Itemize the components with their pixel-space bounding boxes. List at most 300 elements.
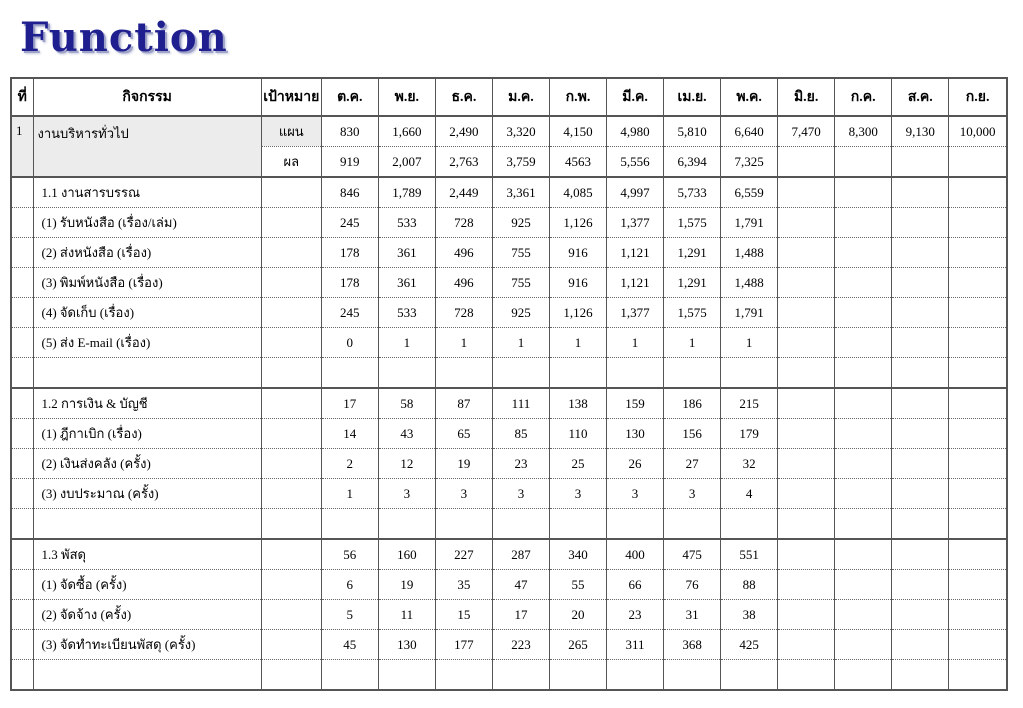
month-value <box>549 660 606 691</box>
month-value <box>435 509 492 540</box>
month-value <box>835 479 892 509</box>
month-value: 3 <box>664 479 721 509</box>
month-value: 178 <box>321 268 378 298</box>
activity-label: (3) พิมพ์หนังสือ (เรื่อง) <box>33 268 261 298</box>
month-value <box>778 449 835 479</box>
month-value <box>949 509 1007 540</box>
month-value <box>778 539 835 570</box>
month-value: 925 <box>492 208 549 238</box>
target-cell <box>261 660 321 691</box>
header-cell: พ.ย. <box>378 78 435 116</box>
month-value <box>664 660 721 691</box>
activity-label: (3) งบประมาณ (ครั้ง) <box>33 479 261 509</box>
month-value <box>892 660 949 691</box>
month-value <box>778 660 835 691</box>
month-value: 110 <box>549 419 606 449</box>
month-value: 728 <box>435 298 492 328</box>
target-cell <box>261 539 321 570</box>
month-value <box>835 298 892 328</box>
month-value: 12 <box>378 449 435 479</box>
month-value <box>549 358 606 389</box>
month-value: 1,789 <box>378 177 435 208</box>
month-value <box>378 660 435 691</box>
activity-label: (1) รับหนังสือ (เรื่อง/เล่ม) <box>33 208 261 238</box>
month-value <box>892 298 949 328</box>
table-header-row <box>11 78 1007 116</box>
month-value <box>835 539 892 570</box>
month-value: 0 <box>321 328 378 358</box>
month-value: 19 <box>378 570 435 600</box>
item-row <box>11 298 1007 328</box>
month-value: 23 <box>607 600 664 630</box>
plan-row <box>11 116 1007 147</box>
month-value: 223 <box>492 630 549 660</box>
month-value: 45 <box>321 630 378 660</box>
month-value <box>892 539 949 570</box>
month-value: 32 <box>721 449 778 479</box>
row-number <box>11 570 33 600</box>
row-number: 1 <box>11 116 33 177</box>
month-value <box>778 177 835 208</box>
month-value: 2 <box>321 449 378 479</box>
item-row <box>11 479 1007 509</box>
target-cell <box>261 238 321 268</box>
result-value: 919 <box>321 147 378 178</box>
month-value <box>778 600 835 630</box>
row-number <box>11 479 33 509</box>
month-value <box>835 660 892 691</box>
month-value <box>892 600 949 630</box>
month-value: 361 <box>378 268 435 298</box>
month-value: 1,126 <box>549 208 606 238</box>
month-value: 1,575 <box>664 208 721 238</box>
main-activity: งานบริหารทั่วไป <box>33 116 261 177</box>
section-row <box>11 388 1007 419</box>
month-value: 19 <box>435 449 492 479</box>
month-value: 1,488 <box>721 238 778 268</box>
month-value: 177 <box>435 630 492 660</box>
result-value: 2,007 <box>378 147 435 178</box>
result-value <box>835 147 892 178</box>
row-number <box>11 449 33 479</box>
plan-value: 6,640 <box>721 116 778 147</box>
month-value: 400 <box>607 539 664 570</box>
plan-value: 8,300 <box>835 116 892 147</box>
target-cell <box>261 298 321 328</box>
month-value <box>892 419 949 449</box>
header-cell: พ.ค. <box>721 78 778 116</box>
month-value: 1,126 <box>549 298 606 328</box>
month-value <box>778 328 835 358</box>
month-value: 755 <box>492 268 549 298</box>
month-value <box>778 268 835 298</box>
plan-value: 10,000 <box>949 116 1007 147</box>
month-value <box>835 208 892 238</box>
plan-value: 830 <box>321 116 378 147</box>
month-value: 1,377 <box>607 298 664 328</box>
month-value <box>892 238 949 268</box>
target-cell <box>261 449 321 479</box>
month-value <box>435 358 492 389</box>
blank-row <box>11 660 1007 691</box>
activity-label: (5) ส่ง E-mail (เรื่อง) <box>33 328 261 358</box>
month-value: 43 <box>378 419 435 449</box>
header-cell: ก.พ. <box>549 78 606 116</box>
month-value: 925 <box>492 298 549 328</box>
plan-value: 3,320 <box>492 116 549 147</box>
month-value: 156 <box>664 419 721 449</box>
month-value <box>892 328 949 358</box>
month-value: 496 <box>435 238 492 268</box>
month-value: 3 <box>549 479 606 509</box>
target-cell <box>261 479 321 509</box>
month-value <box>778 570 835 600</box>
month-value: 65 <box>435 419 492 449</box>
month-value <box>607 660 664 691</box>
month-value: 1,121 <box>607 268 664 298</box>
month-value: 1,791 <box>721 208 778 238</box>
month-value <box>892 208 949 238</box>
month-value <box>721 358 778 389</box>
month-value <box>949 268 1007 298</box>
month-value <box>892 479 949 509</box>
activity-label: (1) ฎีกาเบิก (เรื่อง) <box>33 419 261 449</box>
item-row <box>11 328 1007 358</box>
month-value <box>492 660 549 691</box>
month-value: 361 <box>378 238 435 268</box>
month-value: 27 <box>664 449 721 479</box>
month-value <box>835 388 892 419</box>
result-value: 5,556 <box>607 147 664 178</box>
month-value: 17 <box>321 388 378 419</box>
month-value: 425 <box>721 630 778 660</box>
month-value: 1,121 <box>607 238 664 268</box>
item-row <box>11 208 1007 238</box>
header-cell: ก.ย. <box>949 78 1007 116</box>
row-number <box>11 238 33 268</box>
month-value <box>949 208 1007 238</box>
month-value: 265 <box>549 630 606 660</box>
month-value: 368 <box>664 630 721 660</box>
target-cell <box>261 419 321 449</box>
month-value: 130 <box>378 630 435 660</box>
month-value: 76 <box>664 570 721 600</box>
month-value: 846 <box>321 177 378 208</box>
month-value: 215 <box>721 388 778 419</box>
target-cell <box>261 328 321 358</box>
target-cell <box>261 208 321 238</box>
month-value: 755 <box>492 238 549 268</box>
section-row <box>11 539 1007 570</box>
month-value: 25 <box>549 449 606 479</box>
header-cell: ม.ค. <box>492 78 549 116</box>
month-value <box>721 660 778 691</box>
month-value: 47 <box>492 570 549 600</box>
item-row <box>11 570 1007 600</box>
header-cell: มิ.ย. <box>778 78 835 116</box>
month-value <box>778 298 835 328</box>
month-value: 58 <box>378 388 435 419</box>
month-value <box>778 238 835 268</box>
month-value <box>549 509 606 540</box>
item-row <box>11 600 1007 630</box>
month-value: 1 <box>321 479 378 509</box>
month-value: 533 <box>378 298 435 328</box>
month-value: 3 <box>492 479 549 509</box>
activity-label: (4) จัดเก็บ (เรื่อง) <box>33 298 261 328</box>
result-value <box>949 147 1007 178</box>
month-value <box>949 660 1007 691</box>
row-number <box>11 660 33 691</box>
month-value: 6 <box>321 570 378 600</box>
target-cell <box>261 600 321 630</box>
month-value <box>778 509 835 540</box>
month-value: 23 <box>492 449 549 479</box>
month-value: 5,733 <box>664 177 721 208</box>
month-value: 311 <box>607 630 664 660</box>
header-cell: มี.ค. <box>607 78 664 116</box>
month-value <box>835 570 892 600</box>
month-value: 159 <box>607 388 664 419</box>
activity-label: (1) จัดซื้อ (ครั้ง) <box>33 570 261 600</box>
target-cell <box>261 358 321 389</box>
plan-value: 7,470 <box>778 116 835 147</box>
month-value <box>949 358 1007 389</box>
target-cell <box>261 570 321 600</box>
row-number <box>11 177 33 208</box>
month-value: 5 <box>321 600 378 630</box>
month-value: 3 <box>607 479 664 509</box>
month-value: 245 <box>321 208 378 238</box>
month-value <box>949 328 1007 358</box>
item-row <box>11 238 1007 268</box>
month-value: 11 <box>378 600 435 630</box>
month-value <box>378 358 435 389</box>
header-cell: ส.ค. <box>892 78 949 116</box>
month-value: 3 <box>378 479 435 509</box>
month-value: 26 <box>607 449 664 479</box>
month-value: 55 <box>549 570 606 600</box>
month-value <box>321 660 378 691</box>
month-value: 1 <box>492 328 549 358</box>
month-value: 1 <box>664 328 721 358</box>
header-cell: ต.ค. <box>321 78 378 116</box>
month-value: 1 <box>721 328 778 358</box>
month-value <box>835 268 892 298</box>
result-value: 7,325 <box>721 147 778 178</box>
row-number <box>11 419 33 449</box>
month-value: 38 <box>721 600 778 630</box>
month-value <box>835 177 892 208</box>
month-value: 179 <box>721 419 778 449</box>
month-value: 533 <box>378 208 435 238</box>
month-value <box>835 449 892 479</box>
month-value: 6,559 <box>721 177 778 208</box>
month-value: 1,291 <box>664 268 721 298</box>
item-row <box>11 449 1007 479</box>
target-cell <box>261 630 321 660</box>
activity-label: (2) จัดจ้าง (ครั้ง) <box>33 600 261 630</box>
item-row <box>11 630 1007 660</box>
month-value <box>492 358 549 389</box>
month-value <box>492 509 549 540</box>
month-value <box>949 388 1007 419</box>
activity-label: 1.2 การเงิน & บัญชี <box>33 388 261 419</box>
month-value <box>892 358 949 389</box>
month-value: 2,449 <box>435 177 492 208</box>
plan-value: 5,810 <box>664 116 721 147</box>
month-value <box>835 600 892 630</box>
row-number <box>11 358 33 389</box>
target-cell <box>261 268 321 298</box>
month-value: 1,791 <box>721 298 778 328</box>
activity-label <box>33 509 261 540</box>
month-value <box>835 328 892 358</box>
month-value: 87 <box>435 388 492 419</box>
month-value <box>835 238 892 268</box>
month-value: 35 <box>435 570 492 600</box>
row-number <box>11 388 33 419</box>
page-title: Function <box>20 14 228 61</box>
month-value <box>778 358 835 389</box>
month-value: 1 <box>378 328 435 358</box>
month-value <box>835 358 892 389</box>
item-row <box>11 268 1007 298</box>
month-value <box>778 419 835 449</box>
result-label: ผล <box>261 147 321 178</box>
row-number <box>11 539 33 570</box>
month-value: 56 <box>321 539 378 570</box>
activity-label: (2) เงินส่งคลัง (ครั้ง) <box>33 449 261 479</box>
target-cell <box>261 177 321 208</box>
header-cell: ธ.ค. <box>435 78 492 116</box>
plan-value: 1,660 <box>378 116 435 147</box>
activity-label <box>33 358 261 389</box>
month-value <box>892 570 949 600</box>
month-value: 916 <box>549 238 606 268</box>
month-value <box>892 388 949 419</box>
result-value: 2,763 <box>435 147 492 178</box>
month-value: 728 <box>435 208 492 238</box>
month-value <box>607 509 664 540</box>
month-value <box>892 449 949 479</box>
header-cell: กิจกรรม <box>33 78 261 116</box>
blank-row <box>11 358 1007 389</box>
plan-value: 4,980 <box>607 116 664 147</box>
month-value <box>892 177 949 208</box>
month-value: 4,085 <box>549 177 606 208</box>
month-value: 1,377 <box>607 208 664 238</box>
activity-label <box>33 660 261 691</box>
result-value <box>892 147 949 178</box>
month-value: 916 <box>549 268 606 298</box>
month-value: 551 <box>721 539 778 570</box>
month-value: 17 <box>492 600 549 630</box>
header-cell: เป้าหมาย <box>261 78 321 116</box>
month-value: 186 <box>664 388 721 419</box>
month-value <box>835 419 892 449</box>
month-value <box>949 419 1007 449</box>
month-value: 475 <box>664 539 721 570</box>
activity-label: (3) จัดทำทะเบียนพัสดุ (ครั้ง) <box>33 630 261 660</box>
row-number <box>11 600 33 630</box>
target-cell <box>261 388 321 419</box>
month-value: 178 <box>321 238 378 268</box>
month-value: 340 <box>549 539 606 570</box>
month-value <box>949 479 1007 509</box>
activity-label: 1.1 งานสารบรรณ <box>33 177 261 208</box>
month-value <box>778 479 835 509</box>
month-value: 1,488 <box>721 268 778 298</box>
row-number <box>11 328 33 358</box>
month-value: 1 <box>435 328 492 358</box>
section-row <box>11 177 1007 208</box>
activity-label: 1.3 พัสดุ <box>33 539 261 570</box>
blank-row <box>11 509 1007 540</box>
month-value <box>321 358 378 389</box>
month-value: 1 <box>607 328 664 358</box>
month-value: 4,997 <box>607 177 664 208</box>
month-value <box>892 268 949 298</box>
month-value <box>778 208 835 238</box>
month-value <box>664 509 721 540</box>
month-value: 15 <box>435 600 492 630</box>
month-value <box>949 238 1007 268</box>
month-value: 4 <box>721 479 778 509</box>
month-value: 1,291 <box>664 238 721 268</box>
month-value: 160 <box>378 539 435 570</box>
result-value: 4563 <box>549 147 606 178</box>
month-value: 88 <box>721 570 778 600</box>
plan-value: 4,150 <box>549 116 606 147</box>
month-value: 1 <box>549 328 606 358</box>
month-value: 138 <box>549 388 606 419</box>
month-value <box>835 509 892 540</box>
row-number <box>11 630 33 660</box>
month-value: 20 <box>549 600 606 630</box>
month-value: 130 <box>607 419 664 449</box>
month-value: 227 <box>435 539 492 570</box>
month-value: 31 <box>664 600 721 630</box>
header-cell: ที่ <box>11 78 33 116</box>
month-value: 287 <box>492 539 549 570</box>
row-number <box>11 509 33 540</box>
month-value <box>892 630 949 660</box>
month-value <box>321 509 378 540</box>
month-value <box>778 388 835 419</box>
month-value <box>778 630 835 660</box>
month-value <box>721 509 778 540</box>
month-value: 245 <box>321 298 378 328</box>
result-value: 6,394 <box>664 147 721 178</box>
month-value <box>607 358 664 389</box>
header-cell: เม.ย. <box>664 78 721 116</box>
row-number <box>11 208 33 238</box>
header-cell: ก.ค. <box>835 78 892 116</box>
row-number <box>11 268 33 298</box>
plan-label: แผน <box>261 116 321 147</box>
month-value: 3 <box>435 479 492 509</box>
month-value <box>892 509 949 540</box>
month-value: 496 <box>435 268 492 298</box>
month-value <box>949 600 1007 630</box>
table-body <box>11 116 1007 690</box>
activity-label: (2) ส่งหนังสือ (เรื่อง) <box>33 238 261 268</box>
month-value <box>949 570 1007 600</box>
month-value <box>949 298 1007 328</box>
month-value <box>664 358 721 389</box>
result-value: 3,759 <box>492 147 549 178</box>
